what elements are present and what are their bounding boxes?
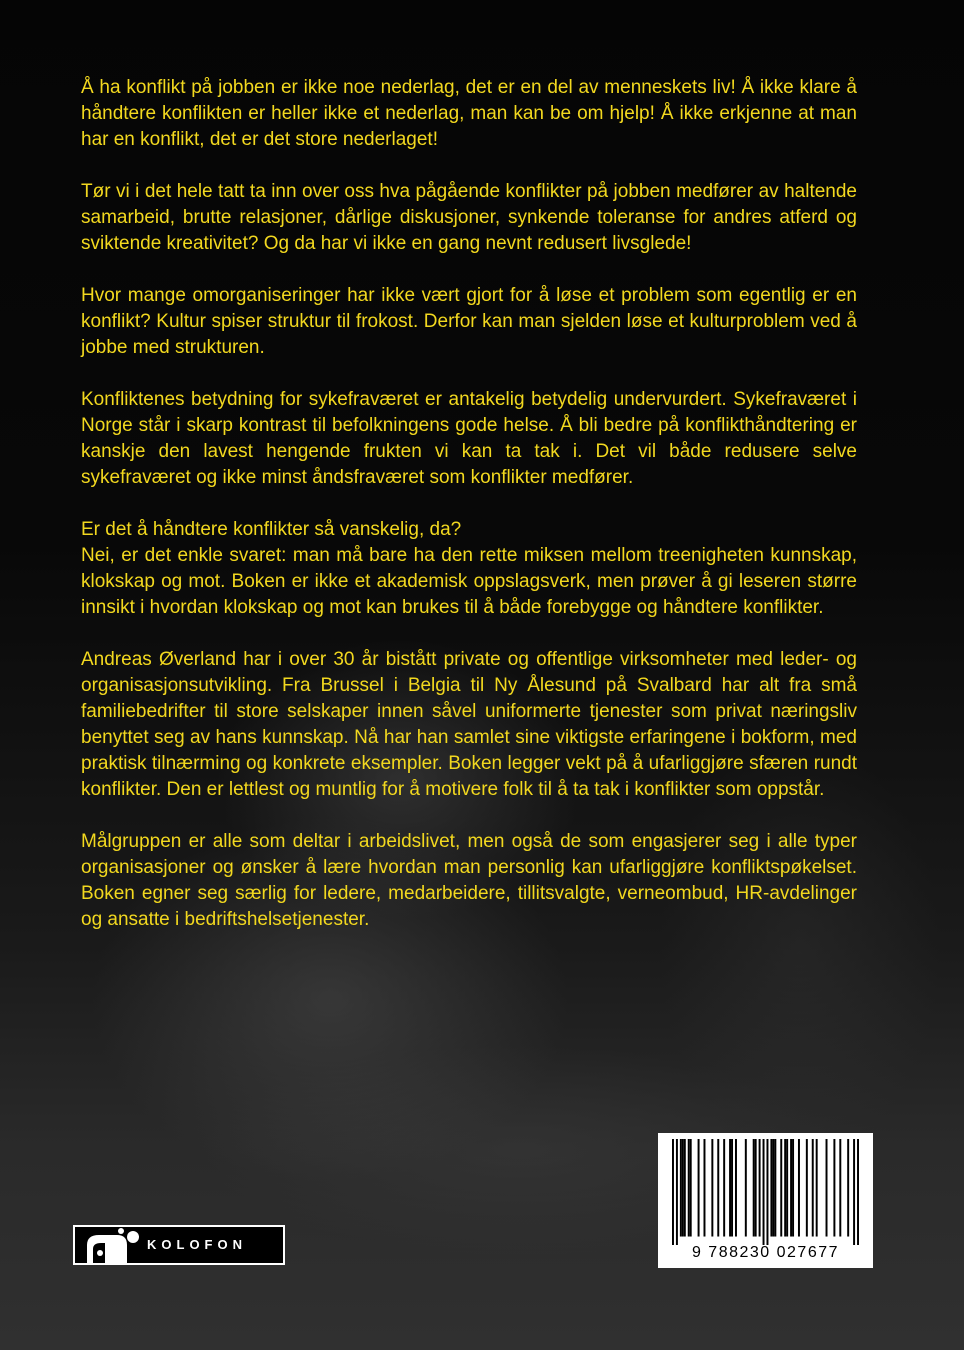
barcode-bar	[816, 1139, 818, 1237]
blurb-text	[81, 75, 857, 933]
barcode-bar	[784, 1139, 786, 1237]
blurb-paragraph-2: Tør vi i det hele tatt ta inn over oss hva pågående konflikter på jobben medfører av haltende samarbeid, brutte relasjoner, dårlige diskusjoner, synkende toleranse for andres atferd og sviktende kreativitet? Og da har vi ikke en gang nevnt redusert livsglede!	[81, 181, 857, 254]
barcode-bar	[682, 1139, 684, 1237]
barcode-bar	[745, 1139, 747, 1237]
barcode-bar	[857, 1139, 859, 1245]
barcode-digits: 9 788230 027677	[691, 1244, 840, 1261]
barcode-bar	[790, 1139, 792, 1237]
barcode-bar	[731, 1139, 733, 1237]
barcode-bar	[763, 1139, 765, 1245]
barcode-bar	[786, 1139, 788, 1237]
barcode-bars	[672, 1139, 859, 1245]
barcode-bar	[711, 1139, 713, 1237]
isbn-barcode	[658, 1133, 873, 1268]
barcode-bar	[853, 1139, 855, 1245]
barcode-bar	[703, 1139, 705, 1237]
barcode-bar	[717, 1139, 719, 1237]
barcode-bar	[780, 1139, 782, 1237]
barcode-bar	[812, 1139, 814, 1237]
publisher-name: KOLOFON	[147, 1237, 247, 1252]
blurb-paragraph-6: Andreas Øverland har i over 30 år bistått private og offentlige virksomheter med leder- og organisasjonsutvikling. Fra Brussel i Belgia til Ny Ålesund på Svalbard har alt fra små familiebedrifter til store selskaper innen såvel uniformerte tjenester som privat næringsliv benyttet seg av hans kunnskap. Nå har han samlet sine viktigste erfaringene i bokform, med praktisk tilnærming og konkrete eksempler. Boken legger vekt på å ufarliggjøre sfæren rundt konflikter. Den er lettlest og muntlig for å motivere folk til å ta tak i konflikter som oppstår.	[81, 649, 857, 800]
barcode-bar	[792, 1139, 794, 1237]
barcode-bar	[680, 1139, 682, 1237]
barcode-bar	[798, 1139, 800, 1237]
barcode-bar	[826, 1139, 828, 1237]
barcode-bar	[698, 1139, 700, 1237]
barcode-bar	[847, 1139, 849, 1237]
barcode-bar	[753, 1139, 755, 1237]
barcode-bar	[735, 1139, 737, 1237]
blurb-paragraph-1: Å ha konflikt på jobben er ikke noe nederlag, det er en del av menneskets liv! Å ikke klare å håndtere konflikten er heller ikke et nederlag, man kan be om hjelp! Å ikke erkjenne at man har en konflikt, det er det store nederlaget!	[81, 77, 857, 150]
barcode-bar	[759, 1139, 761, 1237]
blurb-paragraph-4: Konfliktenes betydning for sykefraværet er antakelig betydelig undervurdert. Sykefraværet i Norge står i skarp kontrast til befolkningens gode helse. Å bli bedre på konflikthåndtering er kanskje den lavest hengende frukten vi kan ta tak i. Det vil både redusere selve sykefraværet og ikke minst åndsfraværet som konflikter medfører.	[81, 389, 857, 488]
blurb-paragraph-5: Er det å håndtere konflikter så vanskelig, da? Nei, er det enkle svaret: man må bare ha den rette miksen mellom treenigheten kunnskap, klokskap og mot. Boken er ikke et akademisk oppslagsverk, men prøver å gi leseren større innsikt i hvordan klokskap og mot kan brukes til å både forebygge og håndtere konflikter.	[81, 519, 857, 618]
barcode-bar	[755, 1139, 757, 1237]
barcode-bar	[676, 1139, 678, 1245]
barcode-bar	[684, 1139, 686, 1237]
barcode-bar	[729, 1139, 731, 1237]
barcode-bar	[672, 1139, 674, 1245]
blurb-paragraph-3: Hvor mange omorganiseringer har ikke vært gjort for å løse et problem som egentlig er en konflikt? Kultur spiser struktur til frokost. Derfor kan man sjelden løse et kulturproblem ved å jobbe med strukturen.	[81, 285, 857, 358]
barcode-bar	[690, 1139, 692, 1237]
barcode-bar	[772, 1139, 774, 1237]
barcode-bar	[839, 1139, 841, 1237]
blurb-paragraph-7: Målgruppen er alle som deltar i arbeidslivet, men også de som engasjerer seg i alle typer organisasjoner og ønsker å lære hvordan man personlig kan ufarliggjøre konfliktspøkelset. Boken egner seg særlig for ledere, medarbeidere, tillitsvalgte, verneombud, HR-avdelinger og ansatte i bedriftshelsetjenester.	[81, 831, 857, 930]
barcode-bar	[723, 1139, 725, 1237]
barcode-bar	[770, 1139, 772, 1237]
barcode-bar	[766, 1139, 768, 1245]
kolofon-logo-icon	[83, 1227, 143, 1263]
barcode-bar	[688, 1139, 690, 1237]
barcode-bar	[806, 1139, 808, 1237]
barcode-bar	[833, 1139, 835, 1237]
barcode-bar	[774, 1139, 776, 1237]
publisher-logo	[73, 1225, 285, 1265]
